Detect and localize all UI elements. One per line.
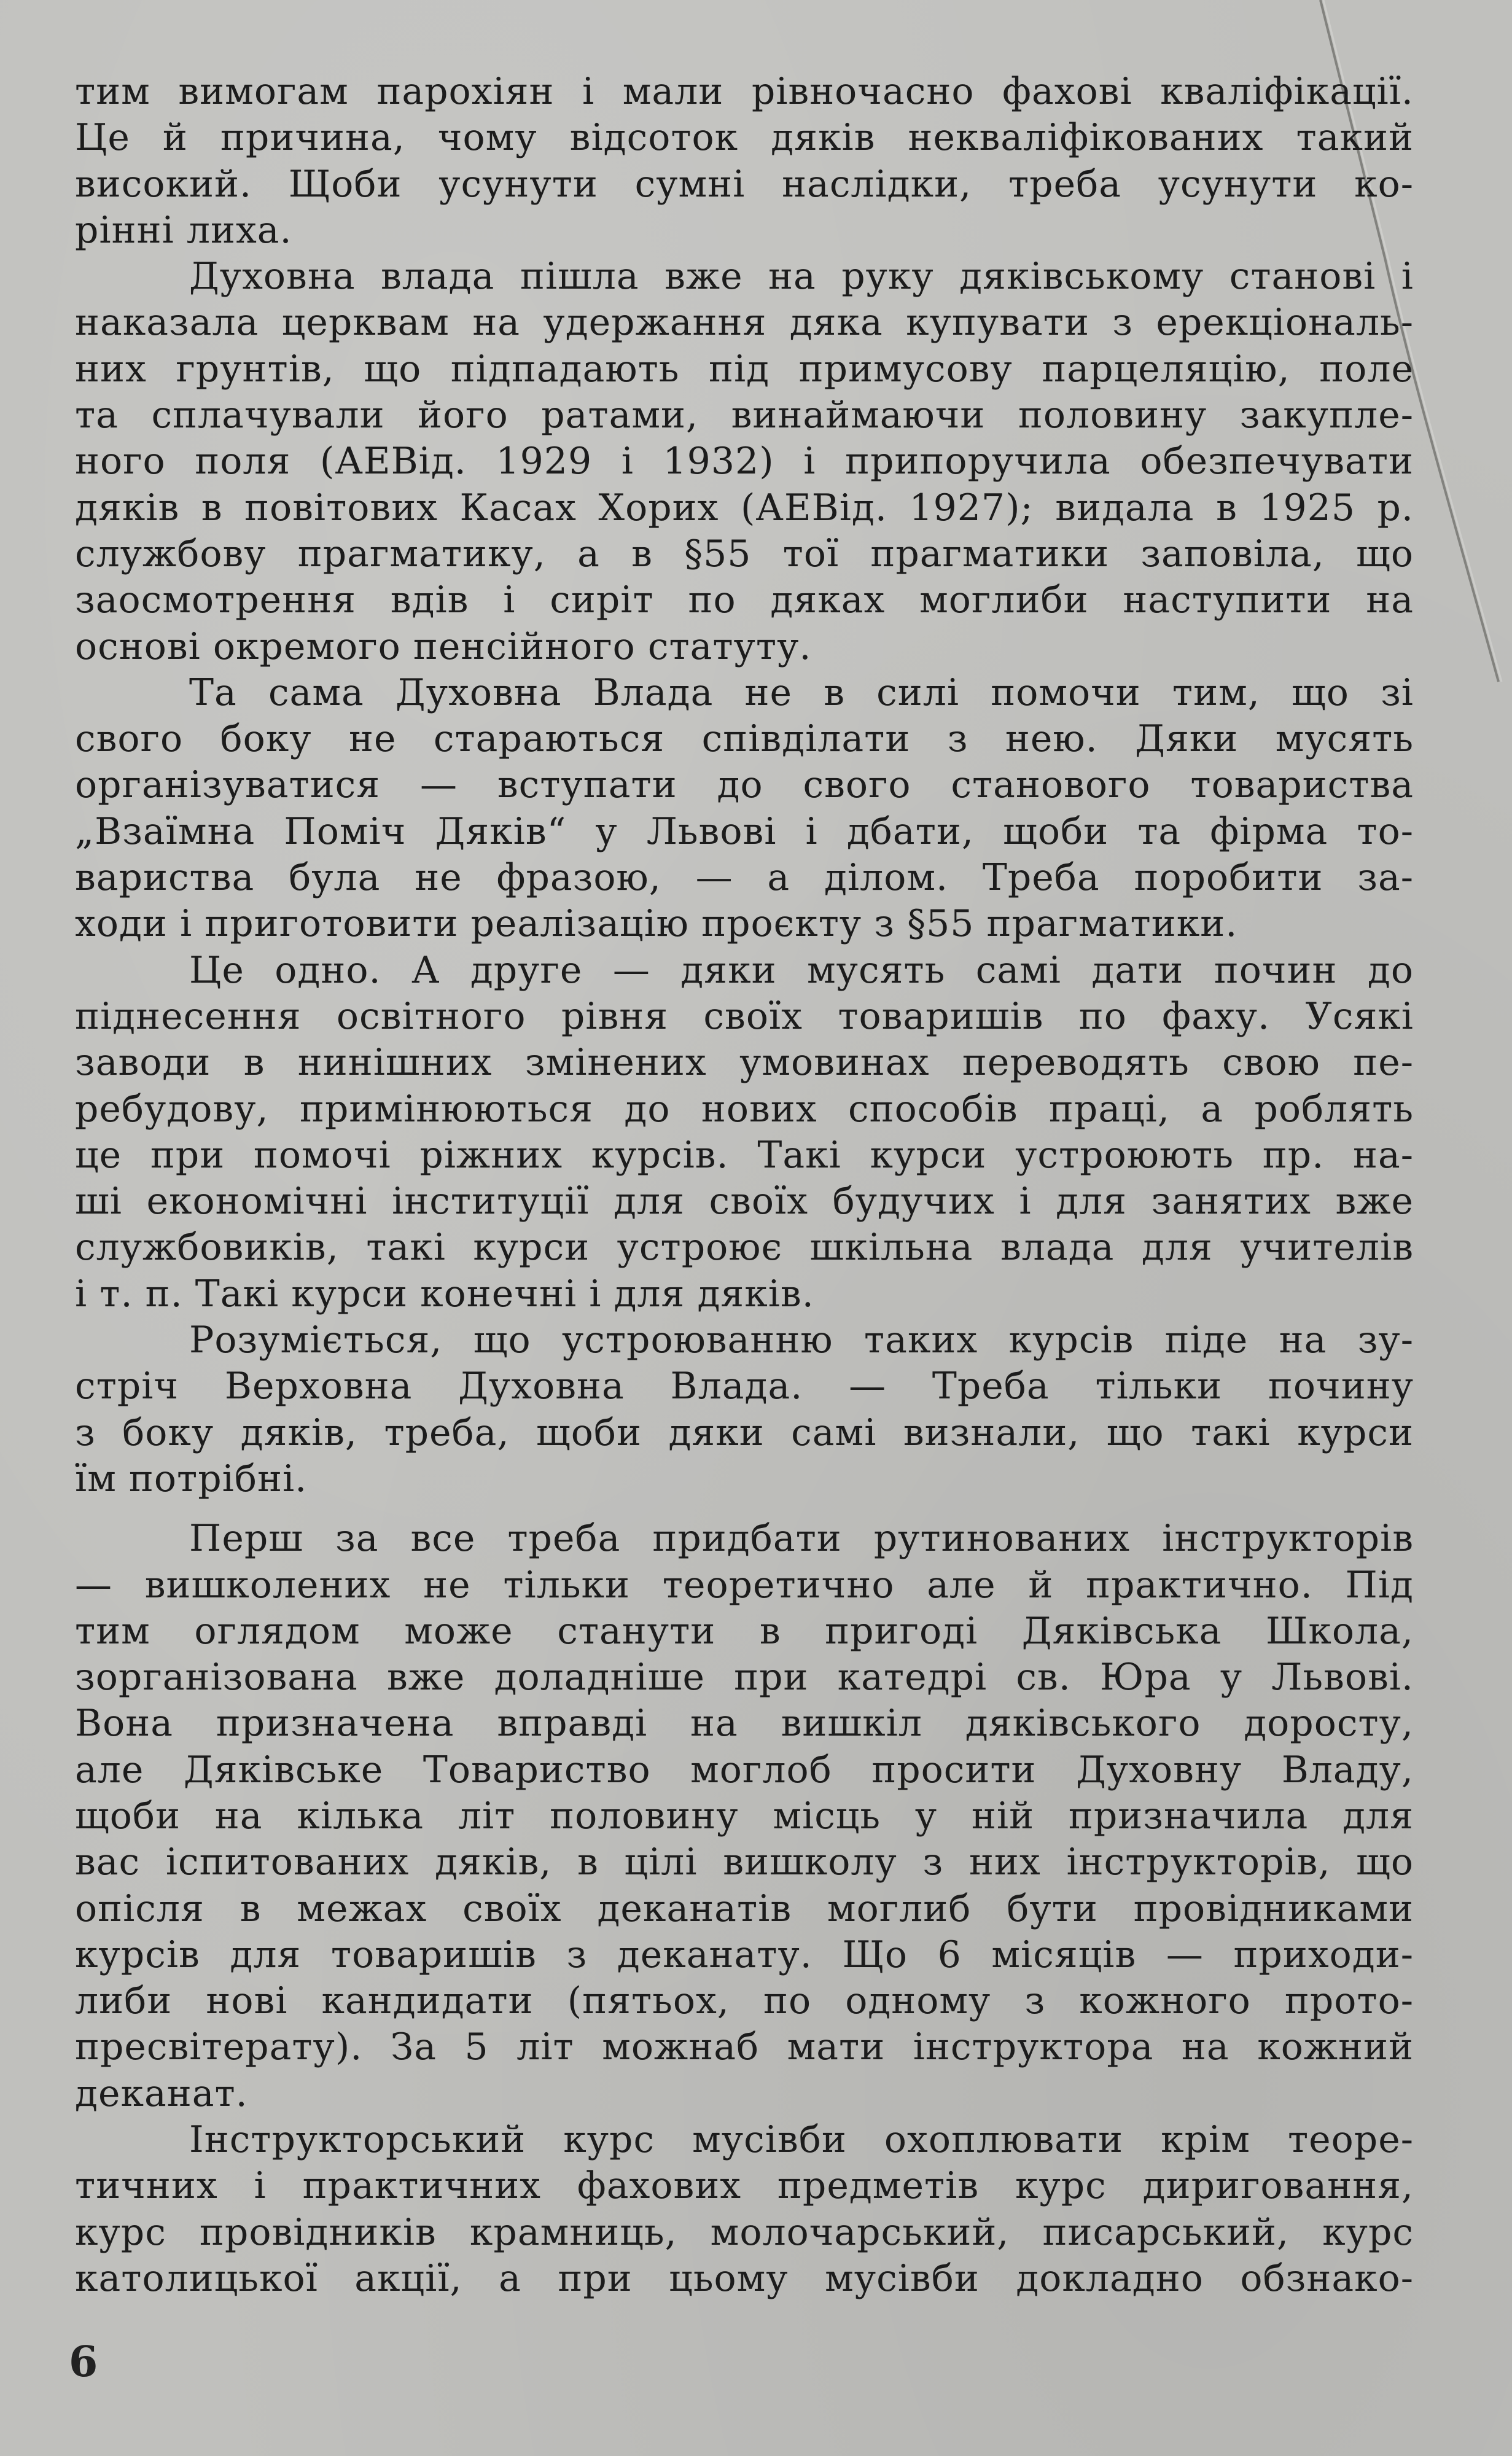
paragraph	[75, 670, 1414, 948]
text-line: вариства була не фразою, — а ділом. Треба поробити за-	[75, 856, 1414, 900]
text-line: їм потрібні.	[75, 1457, 308, 1500]
text-line: Перш за все треба придбати рутинованих інструкторів	[189, 1517, 1414, 1561]
text-line: Інструкторський курс мусівби охоплювати крім теоре-	[189, 2118, 1414, 2162]
text-line: вас іспитованих дяків, в цілі вишколу з них інструкторів, що	[75, 1841, 1414, 1884]
text-line: дяків в повітових Касах Хорих (АЕВід. 1927); видала в 1925 р.	[75, 486, 1414, 529]
paragraph	[75, 2117, 1414, 2302]
text-line: заосмотрення вдів і сиріт по дяках моглиби наступити на	[75, 579, 1414, 622]
text-line: либи нові кандидати (пятьох, по одному з кожного прото-	[75, 1979, 1414, 2023]
paragraph	[75, 1317, 1414, 1502]
text-line: заводи в нинішних змінених умовинах переводять свою пе-	[75, 1041, 1414, 1085]
paragraph	[75, 1516, 1414, 2117]
text-line: Духовна влада пішла вже на руку дяківському станові і	[189, 255, 1414, 298]
text-line: тичних і практичних фахових предметів курс дириговання,	[75, 2164, 1414, 2208]
text-line: з боку дяків, треба, щоби дяки самі визнали, що такі курси	[75, 1411, 1414, 1454]
text-line: них грунтів, що підпадають під примусову парцеляцію, поле	[75, 347, 1414, 391]
text-line: наказала церквам на удержання дяка купувати з ерекціональ-	[75, 301, 1414, 345]
text-line: ного поля (АЕВід. 1929 і 1932) і припоручила обезпечувати	[75, 440, 1414, 483]
text-line: службовиків, такі курси устроює шкільна влада для учителів	[75, 1226, 1414, 1269]
text-line: Це одно. А друге — дяки мусять самі дати почин до	[189, 948, 1414, 992]
text-line: стріч Верховна Духовна Влада. — Треба тільки почину	[75, 1365, 1414, 1408]
text-line: тим вимогам парохіян і мали рівночасно фахові кваліфікації.	[75, 70, 1414, 113]
text-line: ходи і приготовити реалізацію проєкту з §55 прагматики.	[75, 902, 1238, 946]
text-line: Вона призначена вправді на вишкіл дяківського доросту,	[75, 1702, 1414, 1745]
text-line: але Дяківське Товариство моглоб просити Духовну Владу,	[75, 1748, 1414, 1791]
text-line: ребудову, примінюються до нових способів праці, а роблять	[75, 1087, 1414, 1131]
text-line: свого боку не стараються співділати з нею. Дяки мусять	[75, 717, 1414, 761]
text-line: ші економічні інституції для своїх будучих і для занятих вже	[75, 1180, 1414, 1223]
text-line: Розуміється, що устроюванню таких курсів піде на зу-	[189, 1319, 1414, 1362]
text-line: пресвітерату). За 5 літ можнаб мати інструктора на кожний	[75, 2025, 1414, 2069]
text-line: рінні лиха.	[75, 208, 292, 252]
text-line: службову прагматику, а в §55 тої прагматики заповіла, що	[75, 532, 1414, 575]
text-line: високий. Щоби усунути сумні наслідки, треба усунути ко-	[75, 162, 1414, 206]
text-line: основі окремого пенсійного статуту.	[75, 625, 812, 668]
text-line: піднесення освітного рівня своїх товаришів по фаху. Усякі	[75, 994, 1414, 1038]
text-line: Та сама Духовна Влада не в силі помочи тим, що зі	[189, 671, 1414, 714]
text-line: католицької акції, а при цьому мусівби докладно обзнако-	[75, 2256, 1414, 2300]
text-line: організуватися — вступати до свого станового товариства	[75, 763, 1414, 807]
text-line: курсів для товаришів з деканату. Що 6 місяців — приходи-	[75, 1933, 1414, 1976]
text-line: тим оглядом може станути в пригоді Дяківська Школа,	[75, 1609, 1414, 1653]
text-line: опісля в межах своїх деканатів моглиб бути провідниками	[75, 1887, 1414, 1930]
text-line: щоби на кілька літ половину місць у ній призначила для	[75, 1794, 1414, 1838]
text-line: та сплачували його ратами, винаймаючи половину закупле-	[75, 394, 1414, 437]
text-line: і т. п. Такі курси конечні і для дяків.	[75, 1272, 814, 1316]
body-text	[75, 69, 1414, 2302]
paragraph	[75, 254, 1414, 670]
text-line: деканат.	[75, 2072, 248, 2115]
text-line: зорганізована вже доладніше при катедрі св. Юра у Львові.	[75, 1656, 1414, 1699]
paragraph	[75, 948, 1414, 1317]
text-line: курс провідників крамниць, молочарський, писарський, курс	[75, 2210, 1414, 2254]
paragraph-gap	[75, 1502, 1414, 1516]
text-line: Це й причина, чому відсоток дяків некваліфікованих такий	[75, 116, 1414, 160]
paragraph	[75, 69, 1414, 254]
text-line: це при помочі ріжних курсів. Такі курси устроюють пр. на-	[75, 1133, 1414, 1177]
text-line: „Взаїмна Поміч Дяків“ у Львові і дбати, щоби та фірма то-	[75, 809, 1414, 853]
text-line: — вишколених не тільки теоретично але й практично. Під	[75, 1563, 1414, 1607]
page-number: 6	[69, 2337, 98, 2387]
